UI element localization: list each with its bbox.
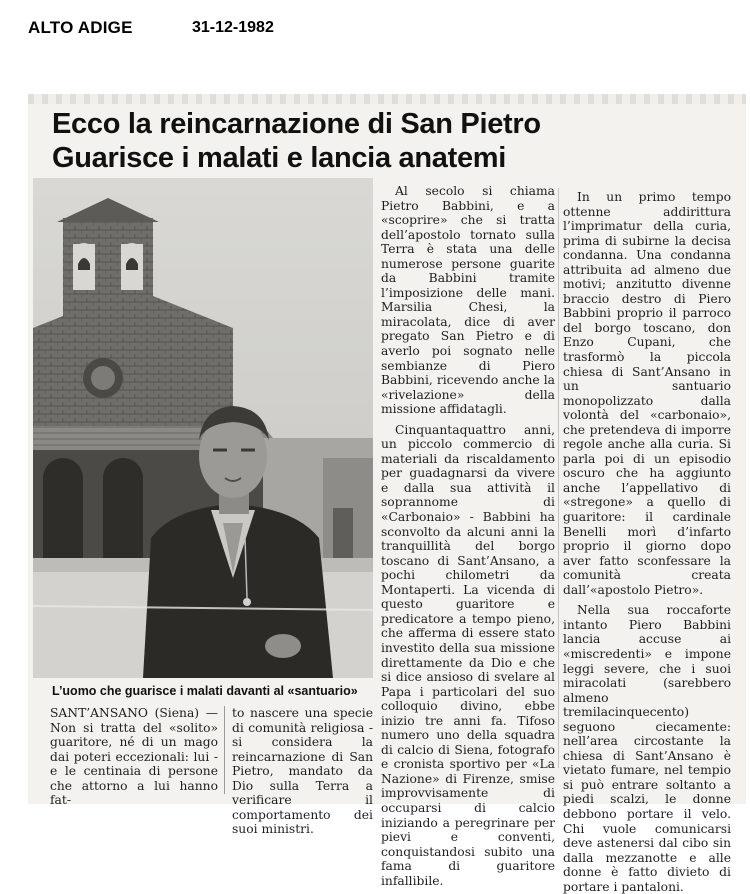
column-1-paragraph-2: Cinquantaquattro anni, un piccolo commercio di materiali da riscaldamento per guadagnarsi da vivere e dalla sua attività il soprannome di «Carbonaio» - Babbini ha sconvolto da alcuni anni la tranquillità del borgo toscano di Sant’Ansano, a pochi chilometri da Montaperti. La vicenda di questo guaritore e predicatore a tempo pieno, che afferma di essere stato investito della sua missione direttamente da Dio e che si dice ansioso di svelare al Papa i particolari del suo colloquio divino, ebbe inizio tre anni fa. Tifoso numero uno della squadra di calcio di Siena, fotografo e cronista sportivo per «La Nazione» di Firenze, smise improvvisamente di occuparsi di calcio iniziando a peregrinare per pievi e conventi, conquistandosi subito una fama di guaritore infallibile.: [381, 422, 555, 888]
lead-paragraph-2: to nascere una specie di comunità religiosa - si considera la reincarnazione di San Pietro, mandato da Dio sulla Terra a verificare il comportamento dei suoi ministri.: [232, 706, 373, 837]
photo-caption: L’uomo che guarisce i malati davanti al «santuario»: [52, 684, 358, 698]
lead-paragraph-1: SANT’ANSANO (Siena) — Non si tratta del «solito» guaritore, né di un mago dai poteri eccezionali: lui - e le centinaia di persone che attorno a lui hanno fat-: [50, 706, 218, 808]
article-lead-column-2: [232, 706, 373, 837]
column-1-paragraph-1: Al secolo si chiama Pietro Babbini, e a «scoprire» che si tratta dell’apostolo tornato sulla Terra è stata una delle numerose persone guarite da Babbini tramite l’imposizione delle mani. Marsilia Chesi, la miracolata, dice di aver pregato San Pietro e di averlo poi sognato nelle sembianze di Piero Babbini, ricevendo anche la «rivelazione» della missione affidatagli.: [381, 184, 555, 417]
clipping-top-edge: [28, 94, 746, 104]
column-2-paragraph-1: In un primo tempo ottenne addirittura l’imprimatur della curia, prima di subirne la decisa condanna. Una condanna attribuita ad almeno due motivi; anzitutto divenne braccio destro di Piero Babbini proprio il parroco del borgo toscano, don Enzo Cupani, che trasformò la piccola chiesa di Sant’Ansano in un santuario monopolizzato dalla volontà del «carbonaio», che pretendeva di imporre regole anche alla curia. Si parla poi di un episodio oscuro che ha aggiunto anche l’appellativo di «stregone» a quello di guaritore: il cardinale Benelli morì d’infarto proprio il giorno dopo aver fatto sconfessare la comunità creata dall’«apostolo Pietro».: [563, 190, 731, 597]
headline-line-1: Ecco la reincarnazione di San Pietro: [52, 108, 541, 140]
headline-line-2: Guarisce i malati e lancia anatemi: [52, 142, 507, 174]
publication-date: 31-12-1982: [192, 19, 274, 36]
column-divider: [224, 706, 225, 794]
article-photo: [33, 178, 373, 678]
column-divider: [558, 188, 559, 768]
column-2-paragraph-2: Nella sua roccaforte intanto Piero Babbini lancia accuse ai «miscredenti» e impone leggi severe, che i suoi miracolati (sarebbero almeno tremilacinquecento) seguono ciecamente: nell’area circostante la chiesa di Sant’Ansano è vietato fumare, nel tempio si può entrare soltanto a piedi scalzi, le donne debbono portare il velo. Chi vuole comunicarsi deve astenersi dal cibo sin dalla mezzanotte e alle donne è fatto divieto di portare i pantaloni.: [563, 603, 731, 894]
article-lead-column-1: [50, 706, 218, 808]
article-column-2: [563, 190, 731, 894]
article-column-1: [381, 184, 555, 888]
newspaper-name: ALTO ADIGE: [28, 18, 133, 37]
